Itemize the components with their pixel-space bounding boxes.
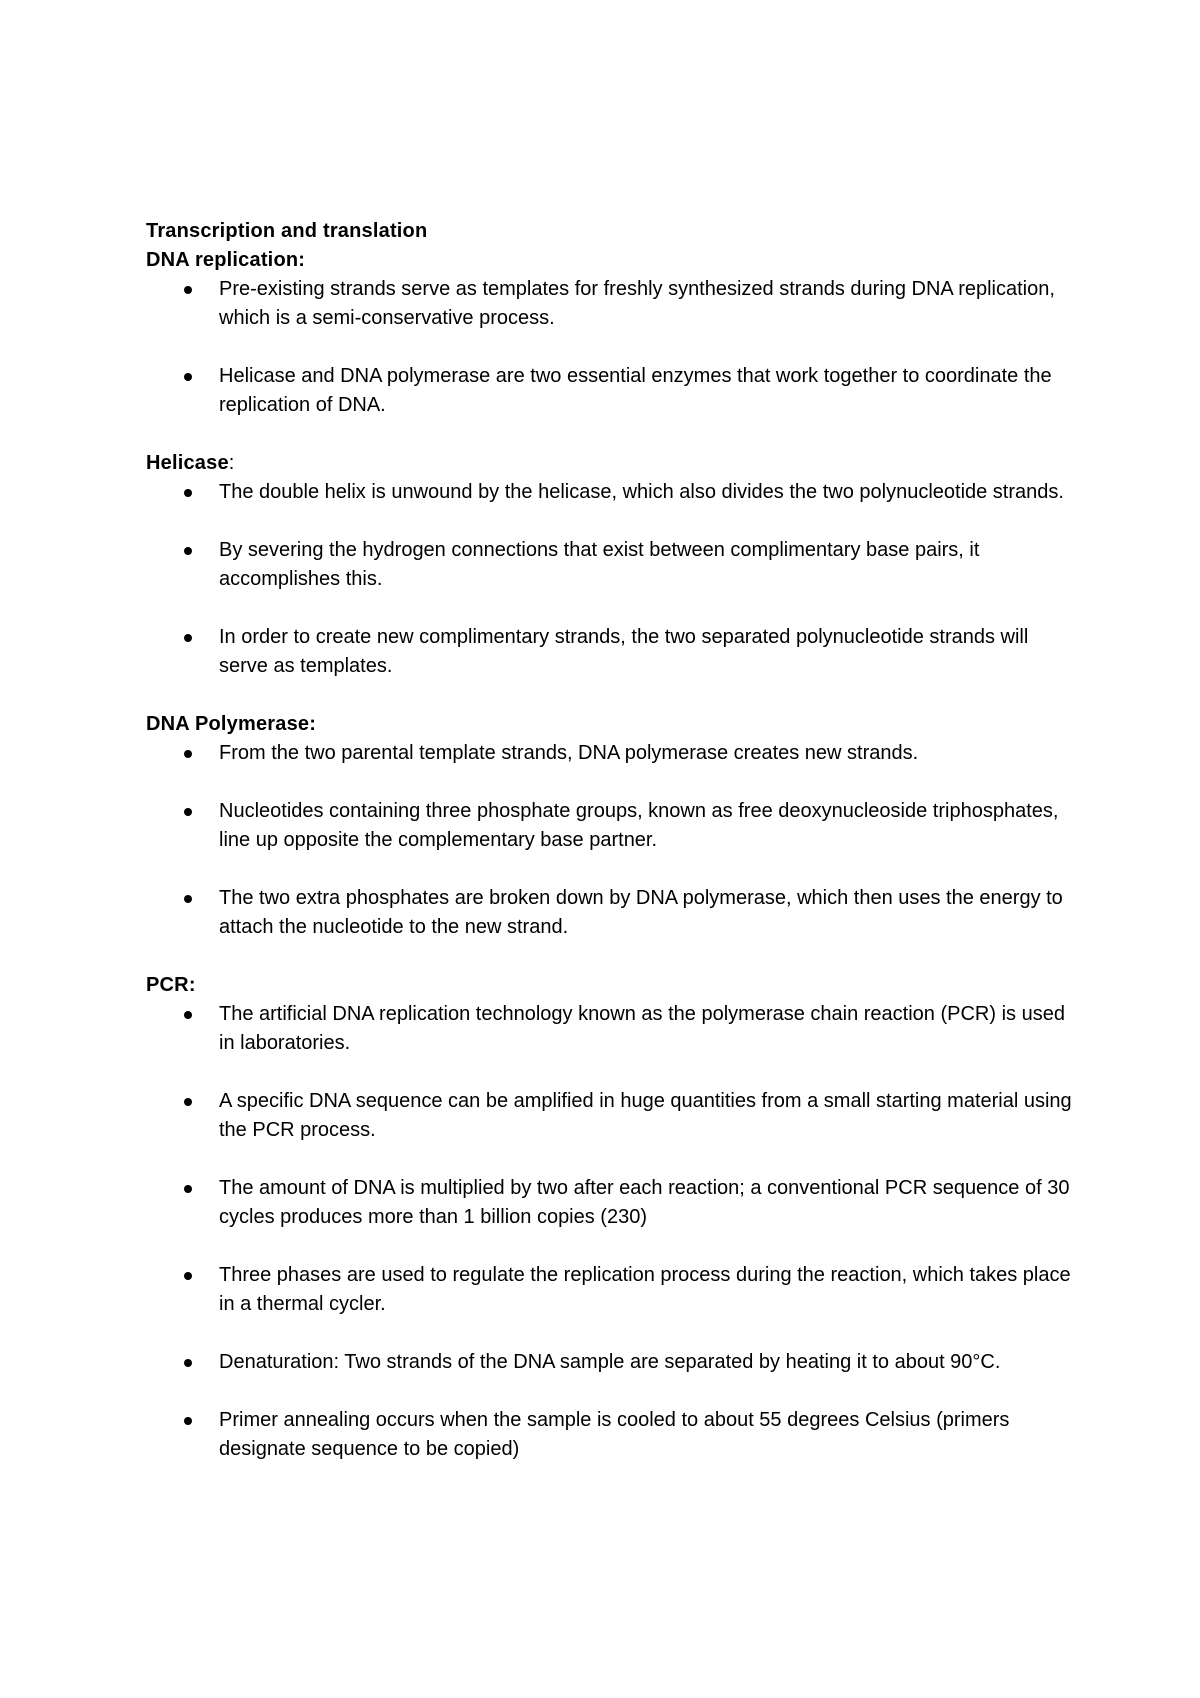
- heading-colon: :: [228, 452, 235, 474]
- list-item-text: Denaturation: Two strands of the DNA sample are separated by heating it to about 90°C.: [219, 1351, 1001, 1373]
- bullet-icon: [184, 1272, 192, 1280]
- list-item-text: The double helix is unwound by the helicase, which also divides the two polynucleotide strands.: [219, 481, 1064, 503]
- list-item: [146, 536, 1076, 594]
- section-heading: [146, 449, 1076, 478]
- bullet-icon: [184, 1417, 192, 1425]
- list-item: [146, 1087, 1076, 1145]
- bullet-icon: [184, 489, 192, 497]
- bullet-icon: [184, 373, 192, 381]
- bullet-icon: [184, 634, 192, 642]
- list-item-text: Nucleotides containing three phosphate groups, known as free deoxynucleoside triphosphates, line up opposite the complementary base partner.: [219, 800, 1059, 851]
- list-item-text: Primer annealing occurs when the sample is cooled to about 55 degrees Celsius (primers designate sequence to be copied): [219, 1409, 1010, 1460]
- list-item: [146, 884, 1076, 942]
- bullet-icon: [184, 808, 192, 816]
- bullet-icon: [184, 547, 192, 555]
- document-page: [146, 217, 1076, 1464]
- list-item-text: From the two parental template strands, DNA polymerase creates new strands.: [219, 742, 919, 764]
- bullet-list: [146, 739, 1076, 942]
- bullet-list: [146, 275, 1076, 420]
- bullet-icon: [184, 1011, 192, 1019]
- bullet-list: [146, 1000, 1076, 1464]
- list-item: [146, 1348, 1076, 1377]
- bullet-icon: [184, 1359, 192, 1367]
- list-item-text: Pre-existing strands serve as templates for freshly synthesized strands during DNA replication, which is a semi-conservative process.: [219, 278, 1055, 329]
- bullet-list: [146, 478, 1076, 681]
- list-item-text: By severing the hydrogen connections that exist between complimentary base pairs, it accomplishes this.: [219, 539, 980, 590]
- bullet-icon: [184, 286, 192, 294]
- bullet-icon: [184, 1098, 192, 1106]
- list-item: [146, 1406, 1076, 1464]
- bullet-icon: [184, 895, 192, 903]
- list-item-text: Helicase and DNA polymerase are two essential enzymes that work together to coordinate the replication of DNA.: [219, 365, 1052, 416]
- section-heading: DNA Polymerase:: [146, 713, 317, 735]
- section-dna-polymerase: [146, 710, 1076, 942]
- list-item: [146, 275, 1076, 333]
- list-item: [146, 362, 1076, 420]
- section-heading-text: Helicase: [146, 452, 229, 474]
- bullet-icon: [184, 1185, 192, 1193]
- list-item-text: A specific DNA sequence can be amplified in huge quantities from a small starting material using the PCR process.: [219, 1090, 1072, 1141]
- section-helicase: [146, 449, 1076, 681]
- list-item: [146, 1174, 1076, 1232]
- list-item-text: The artificial DNA replication technology known as the polymerase chain reaction (PCR) is used in laboratories.: [219, 1003, 1065, 1054]
- section-heading: PCR:: [146, 974, 196, 996]
- list-item-text: In order to create new complimentary strands, the two separated polynucleotide strands will serve as templates.: [219, 626, 1029, 677]
- list-item: [146, 478, 1076, 507]
- list-item: [146, 739, 1076, 768]
- document-title: Transcription and translation: [146, 220, 428, 242]
- section-heading: DNA replication:: [146, 249, 306, 271]
- list-item: [146, 1261, 1076, 1319]
- section-dna-replication: [146, 246, 1076, 420]
- list-item: [146, 623, 1076, 681]
- list-item-text: Three phases are used to regulate the replication process during the reaction, which takes place in a thermal cycler.: [219, 1264, 1071, 1315]
- list-item-text: The amount of DNA is multiplied by two after each reaction; a conventional PCR sequence of 30 cycles produces more than 1 billion copies (230): [219, 1177, 1070, 1228]
- list-item-text: The two extra phosphates are broken down by DNA polymerase, which then uses the energy to attach the nucleotide to the new strand.: [219, 887, 1063, 938]
- section-pcr: [146, 971, 1076, 1464]
- list-item: [146, 797, 1076, 855]
- bullet-icon: [184, 750, 192, 758]
- list-item: [146, 1000, 1076, 1058]
